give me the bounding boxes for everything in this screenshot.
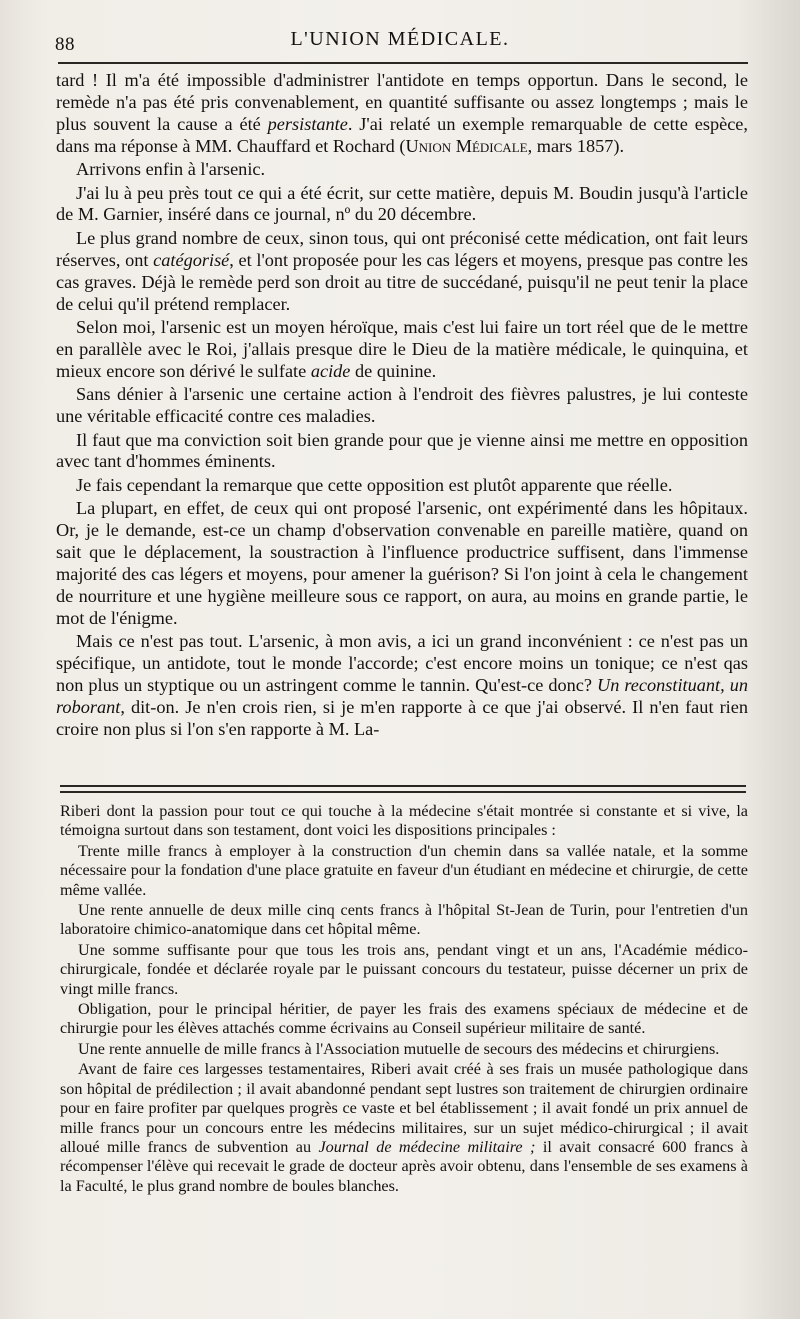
footnote-paragraph: Une rente annuelle de deux mille cinq cents francs à l'hôpital St-Jean de Turin, pour l'entretien d'un laboratoire chimico-anatomique dans cet hôpital même. [60, 901, 748, 939]
page-header [55, 22, 745, 58]
footnote [60, 802, 748, 1197]
paragraph: Je fais cependant la remarque que cette opposition est plutôt apparente que réelle. [76, 474, 673, 495]
header-rule [58, 62, 748, 64]
main-text [56, 70, 748, 742]
footnote-separator [60, 785, 746, 793]
paragraph: Selon moi, l'arsenic est un moyen héroïque, mais c'est lui faire un tort réel que de le mettre en parallèle avec le Roi, j'allais presque dire le Dieu de la matière médicale, le quinquina, et mieux encore son dérivé le sulfate acide de quinine. [56, 316, 748, 381]
footnote-paragraph: Une somme suffisante pour que tous les trois ans, pendant vingt et un ans, l'Académie médico-chirurgicale, fondée et déclarée royale par le puissant concours du testateur, puisse décerner un prix de vingt mille francs. [60, 940, 748, 998]
paragraph: J'ai lu à peu près tout ce qui a été écrit, sur cette matière, depuis M. Boudin jusqu'à l'article de M. Garnier, inséré dans ce journal, nº du 20 décembre. [56, 182, 748, 225]
paragraph: Le plus grand nombre de ceux, sinon tous, qui ont préconisé cette médication, ont fait leurs réserves, ont catégorisé, et l'ont proposée pour les cas légers et moyens, presque pas contre les cas graves. Déjà le remède perd son droit au titre de succédané, puisqu'il ne peut tenir la place de celui qu'il prétend remplacer. [56, 227, 748, 314]
footnote-paragraph: Avant de faire ces largesses testamentaires, Riberi avait créé à ses frais un musée pathologique dans son hôpital de prédilection ; il avait abandonné pendant sept lustres son traitement de chirurgien ordinaire pour en faire profiter par quelques progrès ce vaste et bel établissement ; il avait fondé un prix annuel de mille francs pour un concours entre les médecins militaires, sur un sujet médico-chirurgical ; il avait alloué mille francs de subvention au Journal de médecine militaire ; il avait consacré 600 francs à récompenser l'élève qui recevait le grade de docteur après avoir obtenu, dans l'ensemble de ses examens à la Faculté, le plus grand nombre de boules blanches. [60, 1060, 748, 1195]
footnote-paragraph: Une rente annuelle de mille francs à l'Association mutuelle de secours des médecins et chirurgiens. [78, 1039, 720, 1058]
paragraph: Sans dénier à l'arsenic une certaine action à l'endroit des fièvres palustres, je lui conteste une véritable efficacité contre ces maladies. [56, 384, 748, 427]
paragraph: Mais ce n'est pas tout. L'arsenic, à mon avis, a ici un grand inconvénient : ce n'est pas un spécifique, un antidote, tout le monde l'accorde; c'est encore moins un tonique; ce n'est qas non plus un styptique ou un astringent comme le tannin. Qu'est-ce donc? Un reconstituant, un roborant, dit-on. Je n'en crois rien, si je m'en rapporte à ce que j'ai observé. Il n'en faut rien croire non plus si l'on s'en rapporte à M. La- [56, 631, 748, 739]
paragraph: Arrivons enfin à l'arsenic. [76, 159, 266, 180]
paragraph: Il faut que ma conviction soit bien grande pour que je vienne ainsi me mettre en opposition avec tant d'hommes éminents. [56, 429, 748, 472]
footnote-paragraph: Riberi dont la passion pour tout ce qui touche à la médecine s'était montrée si constante et si vive, la témoigna surtout dans son testament, dont voici les dispositions principales : [60, 802, 748, 840]
paragraph: La plupart, en effet, de ceux qui ont proposé l'arsenic, ont expérimenté dans les hôpitaux. Or, je le demande, est-ce un champ d'observation convenable en pareille matière, quand on sait que le déplacement, la soustraction à l'influence productrice suffisent, dans l'immense majorité des cas légers et moyens, pour amener la guérison? Si l'on joint à cela le changement de nourriture et une hygiène meilleure sous ce rapport, on aura, au moins en grande partie, le mot de l'énigme. [56, 498, 748, 628]
running-head: L'UNION MÉDICALE. [290, 28, 510, 50]
page-number: 88 [55, 34, 75, 55]
footnote-paragraph: Obligation, pour le principal héritier, de payer les frais des examens spéciaux de médecine et de chirurgie pour les élèves attachés comme écrivains au Conseil supérieur militaire de santé. [60, 1000, 748, 1038]
paragraph: tard ! Il m'a été impossible d'administrer l'antidote en temps opportun. Dans le second, le remède n'a pas été pris convenablement, en quantité suffisante ou assez longtemps ; mais le plus souvent la cause a été persistante. J'ai relaté un exemple remarquable de cette espèce, dans ma réponse à MM. Chauffard et Rochard (Union Médicale, mars 1857). [56, 70, 748, 156]
footnote-paragraph: Trente mille francs à employer à la construction d'un chemin dans sa vallée natale, et la somme nécessaire pour la fondation d'une place gratuite en faveur d'un étudiant en médecine et chirurgie, de cette même vallée. [60, 841, 748, 899]
